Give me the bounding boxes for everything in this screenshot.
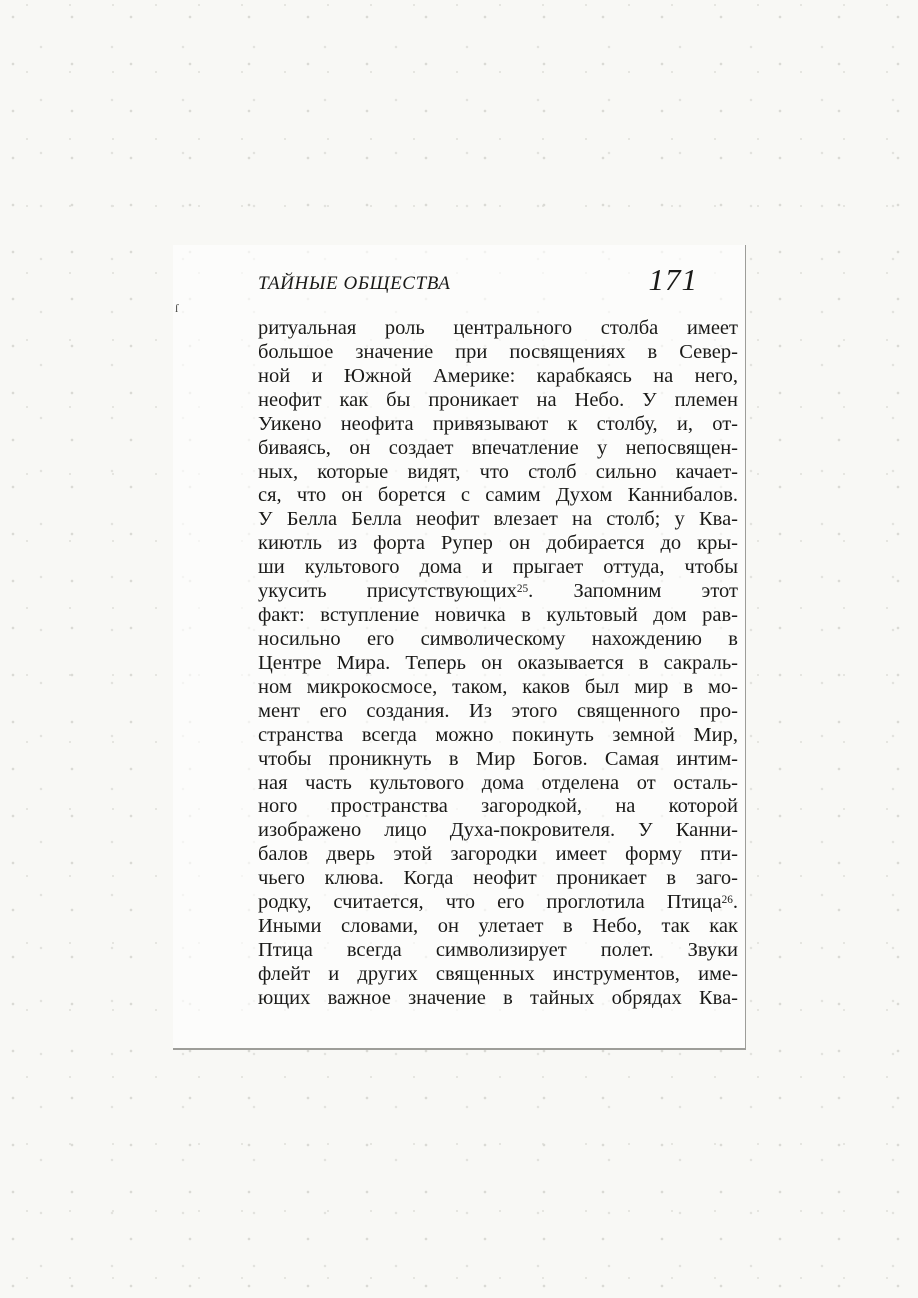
page-sheet xyxy=(173,245,746,1050)
text-line: Птица всегда символизирует полет. Звуки xyxy=(258,938,738,961)
text-line: ная часть культового дома отделена от осталь- xyxy=(258,771,738,794)
footnote-marker: 25 xyxy=(516,583,529,596)
text-line: балов дверь этой загородки имеет форму пти- xyxy=(258,843,738,866)
text-line: странства всегда можно покинуть земной Мир, xyxy=(258,723,738,746)
text-line: флейт и других священных инструментов, име- xyxy=(258,962,738,985)
text-line: ющих важное значение в тайных обрядах Ква- xyxy=(258,986,738,1009)
text-line: носильно его символическому нахождению в xyxy=(258,627,738,650)
text-line: ритуальная роль центрального столба имеет xyxy=(258,317,738,339)
text-line: ного пространства загородкой, на которой xyxy=(258,795,738,818)
text-line: ных, которые видят, что столб сильно качает- xyxy=(258,460,738,483)
text-line: укусить присутствующих$^{25}$. Запомним этот xyxy=(258,580,738,603)
text-line: родку, считается, что его проглотила Птица$^{26}$. xyxy=(258,891,738,914)
text-line: ном микрокосмосе, таком, каков был мир в мо- xyxy=(258,675,738,698)
text-line: ной и Южной Америке: карабкаясь на него, xyxy=(258,364,738,387)
text-line: киютль из форта Рупер он добирается до кры- xyxy=(258,532,738,555)
text-line: ши культового дома и прыгает оттуда, чтобы xyxy=(258,556,738,579)
text-line: чьего клюва. Когда неофит проникает в заго- xyxy=(258,867,738,890)
text-line: факт: вступление новичка в культовый дом рав- xyxy=(258,604,738,627)
body-text xyxy=(258,317,738,1011)
text-line: неофит как бы проникает на Небо. У племен xyxy=(258,388,738,411)
footnote-marker: 26 xyxy=(721,894,733,907)
text-line: большое значение при посвящениях в Север- xyxy=(258,340,738,363)
text-line: чтобы проникнуть в Мир Богов. Самая интим- xyxy=(258,747,738,770)
text-line: изображено лицо Духа-покровителя. У Канни- xyxy=(258,819,738,842)
running-head: ТАЙНЫЕ ОБЩЕСТВА xyxy=(258,273,451,294)
text-line: биваясь, он создает впечатление у непосвящен- xyxy=(258,436,738,459)
text-line: У Белла Белла неофит влезает на столб; у Ква- xyxy=(258,508,738,531)
text-line: ся, что он борется с самим Духом Каннибалов. xyxy=(258,484,738,507)
page-number: 171 xyxy=(648,262,698,297)
scan-artifact-mark: ſ xyxy=(175,301,179,315)
text-line: Уикено неофита привязывают к столбу, и, от- xyxy=(258,412,738,435)
text-line: Иными словами, он улетает в Небо, так как xyxy=(258,915,738,938)
text-line: Центре Мира. Теперь он оказывается в сакраль- xyxy=(258,651,738,674)
text-line: мент его создания. Из этого священного про- xyxy=(258,699,738,722)
